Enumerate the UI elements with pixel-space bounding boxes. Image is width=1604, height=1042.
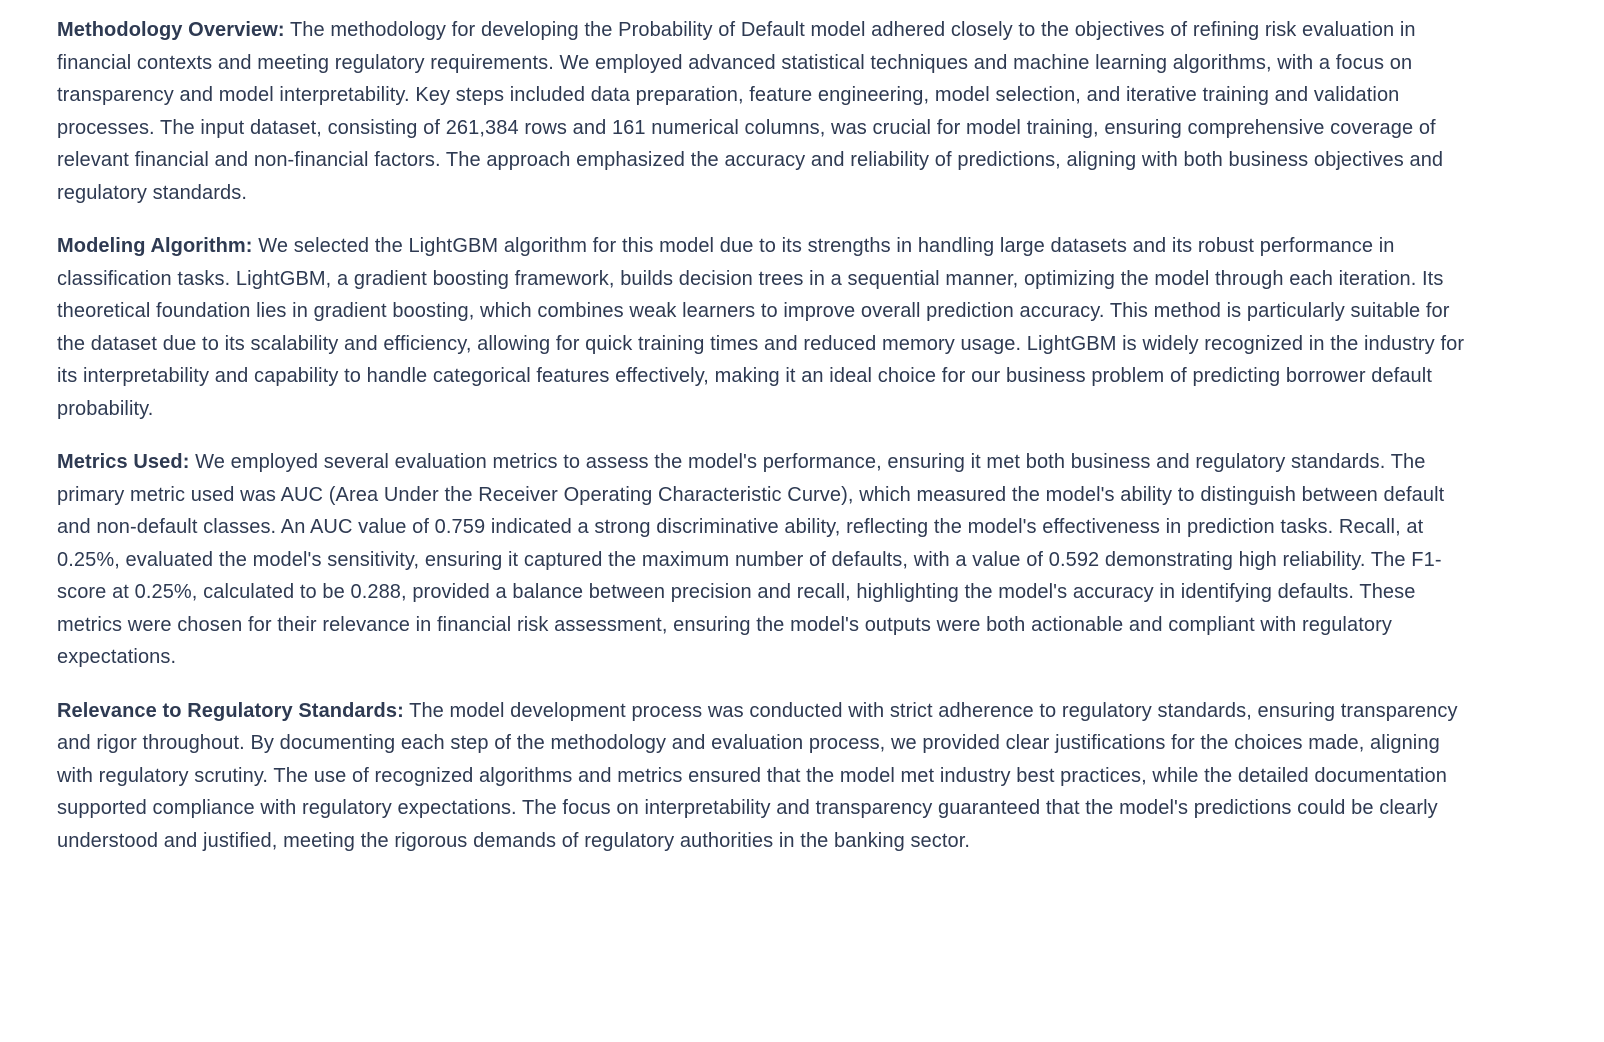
- paragraph-methodology-overview-text: The methodology for developing the Probability of Default model adhered closely to the objectives of refining risk evaluation in financial contexts and meeting regulatory requirements. We employed advanced statistical techniques and machine learning algorithms, with a focus on transparency and model interpretability. Key steps included data preparation, feature engineering, model selection, and iterative training and validation processes. The input dataset, consisting of 261,384 rows and 161 numerical columns, was crucial for model training, ensuring comprehensive coverage of relevant financial and non-financial factors. The approach emphasized the accuracy and reliability of predictions, aligning with both business objectives and regulatory standards.: [57, 19, 1444, 204]
- paragraph-modeling-algorithm: [57, 230, 1480, 425]
- paragraph-metrics-used-text: We employed several evaluation metrics to assess the model's performance, ensuring it met both business and regulatory standards. The primary metric used was AUC (Area Under the Receiver Operating Characteristic Curve), which measured the model's ability to distinguish between default and non-default classes. An AUC value of 0.759 indicated a strong discriminative ability, reflecting the model's effectiveness in prediction tasks. Recall, at 0.25%, evaluated the model's sensitivity, ensuring it captured the maximum number of defaults, with a value of 0.592 demonstrating high reliability. The F1-score at 0.25%, calculated to be 0.288, provided a balance between precision and recall, highlighting the model's accuracy in identifying defaults. These metrics were chosen for their relevance in financial risk assessment, ensuring the model's outputs were both actionable and compliant with regulatory expectations.: [57, 451, 1445, 668]
- paragraph-modeling-algorithm-label: Modeling Algorithm:: [57, 235, 253, 257]
- paragraph-methodology-overview-label: Methodology Overview:: [57, 19, 285, 41]
- paragraph-metrics-used: [57, 446, 1480, 674]
- paragraph-metrics-used-label: Metrics Used:: [57, 451, 190, 473]
- paragraph-regulatory-standards-label: Relevance to Regulatory Standards:: [57, 699, 404, 722]
- paragraph-modeling-algorithm-text: We selected the LightGBM algorithm for this model due to its strengths in handling large datasets and its robust performance in classification tasks. LightGBM, a gradient boosting framework, builds decision trees in a sequential manner, optimizing the model through each iteration. Its theoretical foundation lies in gradient boosting, which combines weak learners to improve overall prediction accuracy. This method is particularly suitable for the dataset due to its scalability and efficiency, allowing for quick training times and reduced memory usage. LightGBM is widely recognized in the industry for its interpretability and capability to handle categorical features effectively, making it an ideal choice for our business problem of predicting borrower default probability.: [57, 235, 1465, 420]
- paragraph-regulatory-standards: [57, 695, 1480, 858]
- paragraph-methodology-overview: [57, 14, 1480, 209]
- paragraph-regulatory-standards-text: The model development process was conducted with strict adherence to regulatory standards, ensuring transparency and rigor throughout. By documenting each step of the methodology and evaluation process, we provided clear justifications for the choices made, aligning with regulatory scrutiny. The use of recognized algorithms and metrics ensured that the model met industry best practices, while the detailed documentation supported compliance with regulatory expectations. The focus on interpretability and transparency guaranteed that the model's predictions could be clearly understood and justified, meeting the rigorous demands of regulatory authorities in the banking sector.: [57, 699, 1458, 852]
